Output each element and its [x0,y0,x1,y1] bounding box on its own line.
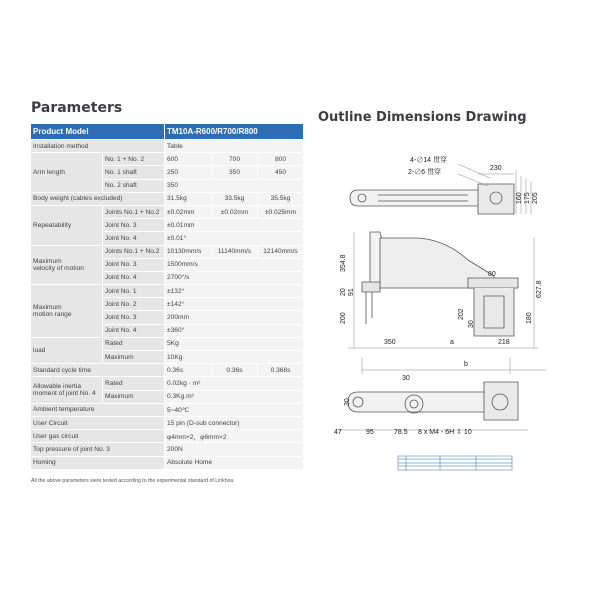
table-row [31,443,304,456]
row-value: 350 [165,179,304,192]
row-value: 11140mm/s [212,245,258,258]
row-value: ±0.01° [165,232,304,245]
row-value: 10Kg [165,351,304,364]
row-sublabel: Maximum [103,351,165,364]
header-value: TM10A-R600/R700/R800 [165,124,304,140]
dim-label: 78.5 [394,429,408,436]
table-row [31,403,304,416]
table-row [31,416,304,429]
row-value: 450 [258,166,304,179]
dim-label: 91 [348,288,355,296]
row-value: 700 [212,153,258,166]
row-value: ±142° [165,298,304,311]
dim-label: 205 [532,192,539,204]
row-value: 800 [258,153,304,166]
dim-label: 30 [468,320,475,328]
row-value: ±0.02mm [212,205,258,218]
row-label: Top pressure of joint No. 3 [31,443,165,456]
header-label: Product Model [31,124,165,140]
row-value: ±0.01mm [165,219,304,232]
drawing-title: Outline Dimensions Drawing [318,110,527,125]
row-sublabel: Maximum [103,390,165,403]
row-sublabel: No. 1 shaft [103,166,165,179]
row-label [31,245,103,285]
row-value: ±0.025mm [258,205,304,218]
row-value: 5~40℃ [165,403,304,416]
table-row [31,153,304,166]
row-label: Installation method [31,140,165,153]
dim-label: 20 [340,288,347,296]
row-value: 5Kg [165,337,304,350]
table-row [31,377,304,390]
row-label-line: Allowable inertia [33,383,82,391]
row-value: 12140mm/s [258,245,304,258]
row-label: Arm length [31,153,103,193]
parameters-table [30,123,304,470]
table-row [31,430,304,443]
dim-label: 95 [366,429,374,436]
dim-label: 218 [498,339,510,346]
row-value: 0.02kg · m² [165,377,304,390]
dim-label: 230 [490,165,502,172]
row-value: Table [165,140,304,153]
row-label: load [31,337,103,363]
row-value: 250 [165,166,212,179]
dim-label: 8 x M4 - 6H ⇩ 10 [418,429,472,436]
row-value: 200N [165,443,304,456]
dim-label: 200 [340,312,347,324]
dim-label: 180 [526,312,533,324]
row-sublabel: Rated [103,337,165,350]
row-sublabel: Joints No.1 + No.2 [103,205,165,218]
dim-label: 47 [334,429,342,436]
row-value: 0.3Kg.m² [165,390,304,403]
table-header-row [31,124,304,140]
row-value: ±360° [165,324,304,337]
dim-label: 80 [488,271,496,278]
row-value: ±132° [165,285,304,298]
row-label-line: moment of joint No. 4 [33,390,96,398]
table-row [31,140,304,153]
row-sublabel: Joint No. 3 [103,219,165,232]
dim-label: 354.8 [340,254,347,272]
side-view [348,232,546,374]
row-label-line: motion range [33,310,72,318]
row-label: User Circuit [31,416,165,429]
row-value: 33.5kg [212,192,258,205]
row-label [31,377,103,403]
row-label: Repeatability [31,205,103,245]
parameters-title: Parameters [31,100,123,116]
dim-label: 627.8 [536,280,543,298]
row-value: 600 [165,153,212,166]
dim-label: 350 [384,339,396,346]
row-label: Standard cycle time [31,364,165,377]
outline-dimensions-drawing [318,148,600,488]
table-row [31,245,304,258]
row-label: Homing [31,456,165,469]
row-value: 31.5kg [165,192,212,205]
dim-label: 30 [344,398,351,406]
row-value: 1500mm/s [165,258,304,271]
row-sublabel: Joint No. 1 [103,285,165,298]
dim-label: 202 [458,308,465,320]
row-sublabel: Joint No. 4 [103,232,165,245]
row-sublabel: No. 1 + No. 2 [103,153,165,166]
row-value: 200mm [165,311,304,324]
row-sublabel: Joint No. 3 [103,311,165,324]
row-label: Body weight (cables excluded) [31,192,165,205]
table-row [31,285,304,298]
table-row [31,456,304,469]
dim-label: 2-∅6 贯穿 [408,169,442,176]
row-sublabel: Joint No. 4 [103,324,165,337]
row-value: φ4mm×2，φ6mm×2 [165,430,304,443]
row-label: User gas circuit [31,430,165,443]
row-value: 2700°/s [165,271,304,284]
row-sublabel: Joint No. 3 [103,258,165,271]
row-label-line: Maximum [33,257,62,265]
dim-label: 30 [402,375,410,382]
row-label-line: velocity of motion [33,264,84,272]
row-value: 0.36s [165,364,212,377]
row-sublabel: No. 2 shaft [103,179,165,192]
bottom-view [338,382,528,430]
row-value: 35.5kg [258,192,304,205]
table-row [31,192,304,205]
dim-label: a [450,339,454,346]
row-label [31,285,103,338]
dim-label: 175 [524,192,531,204]
row-value: 0.36s [212,364,258,377]
row-value: 350 [212,166,258,179]
row-sublabel: Rated [103,377,165,390]
footnote: All the above parameters were tested according to the experimental standard of Linkhou. [31,478,235,484]
row-sublabel: Joint No. 2 [103,298,165,311]
row-value: ±0.02mm [165,205,212,218]
row-value: 15 pin (D-sub connector) [165,416,304,429]
row-value: Absolute Home [165,456,304,469]
table-row [31,337,304,350]
row-sublabel: Joints No.1 + No.2 [103,245,165,258]
row-value: 10130mm/s [165,245,212,258]
dim-label: b [464,361,468,368]
table-row [31,205,304,218]
row-label-line: Maximum [33,303,62,311]
mini-table [398,456,512,470]
row-value: 0.368s [258,364,304,377]
table-row [31,364,304,377]
dim-label: 4-∅14 贯穿 [410,157,447,164]
row-sublabel: Joint No. 4 [103,271,165,284]
dim-label: 160 [516,192,523,204]
row-label: Ambient temperature [31,403,165,416]
